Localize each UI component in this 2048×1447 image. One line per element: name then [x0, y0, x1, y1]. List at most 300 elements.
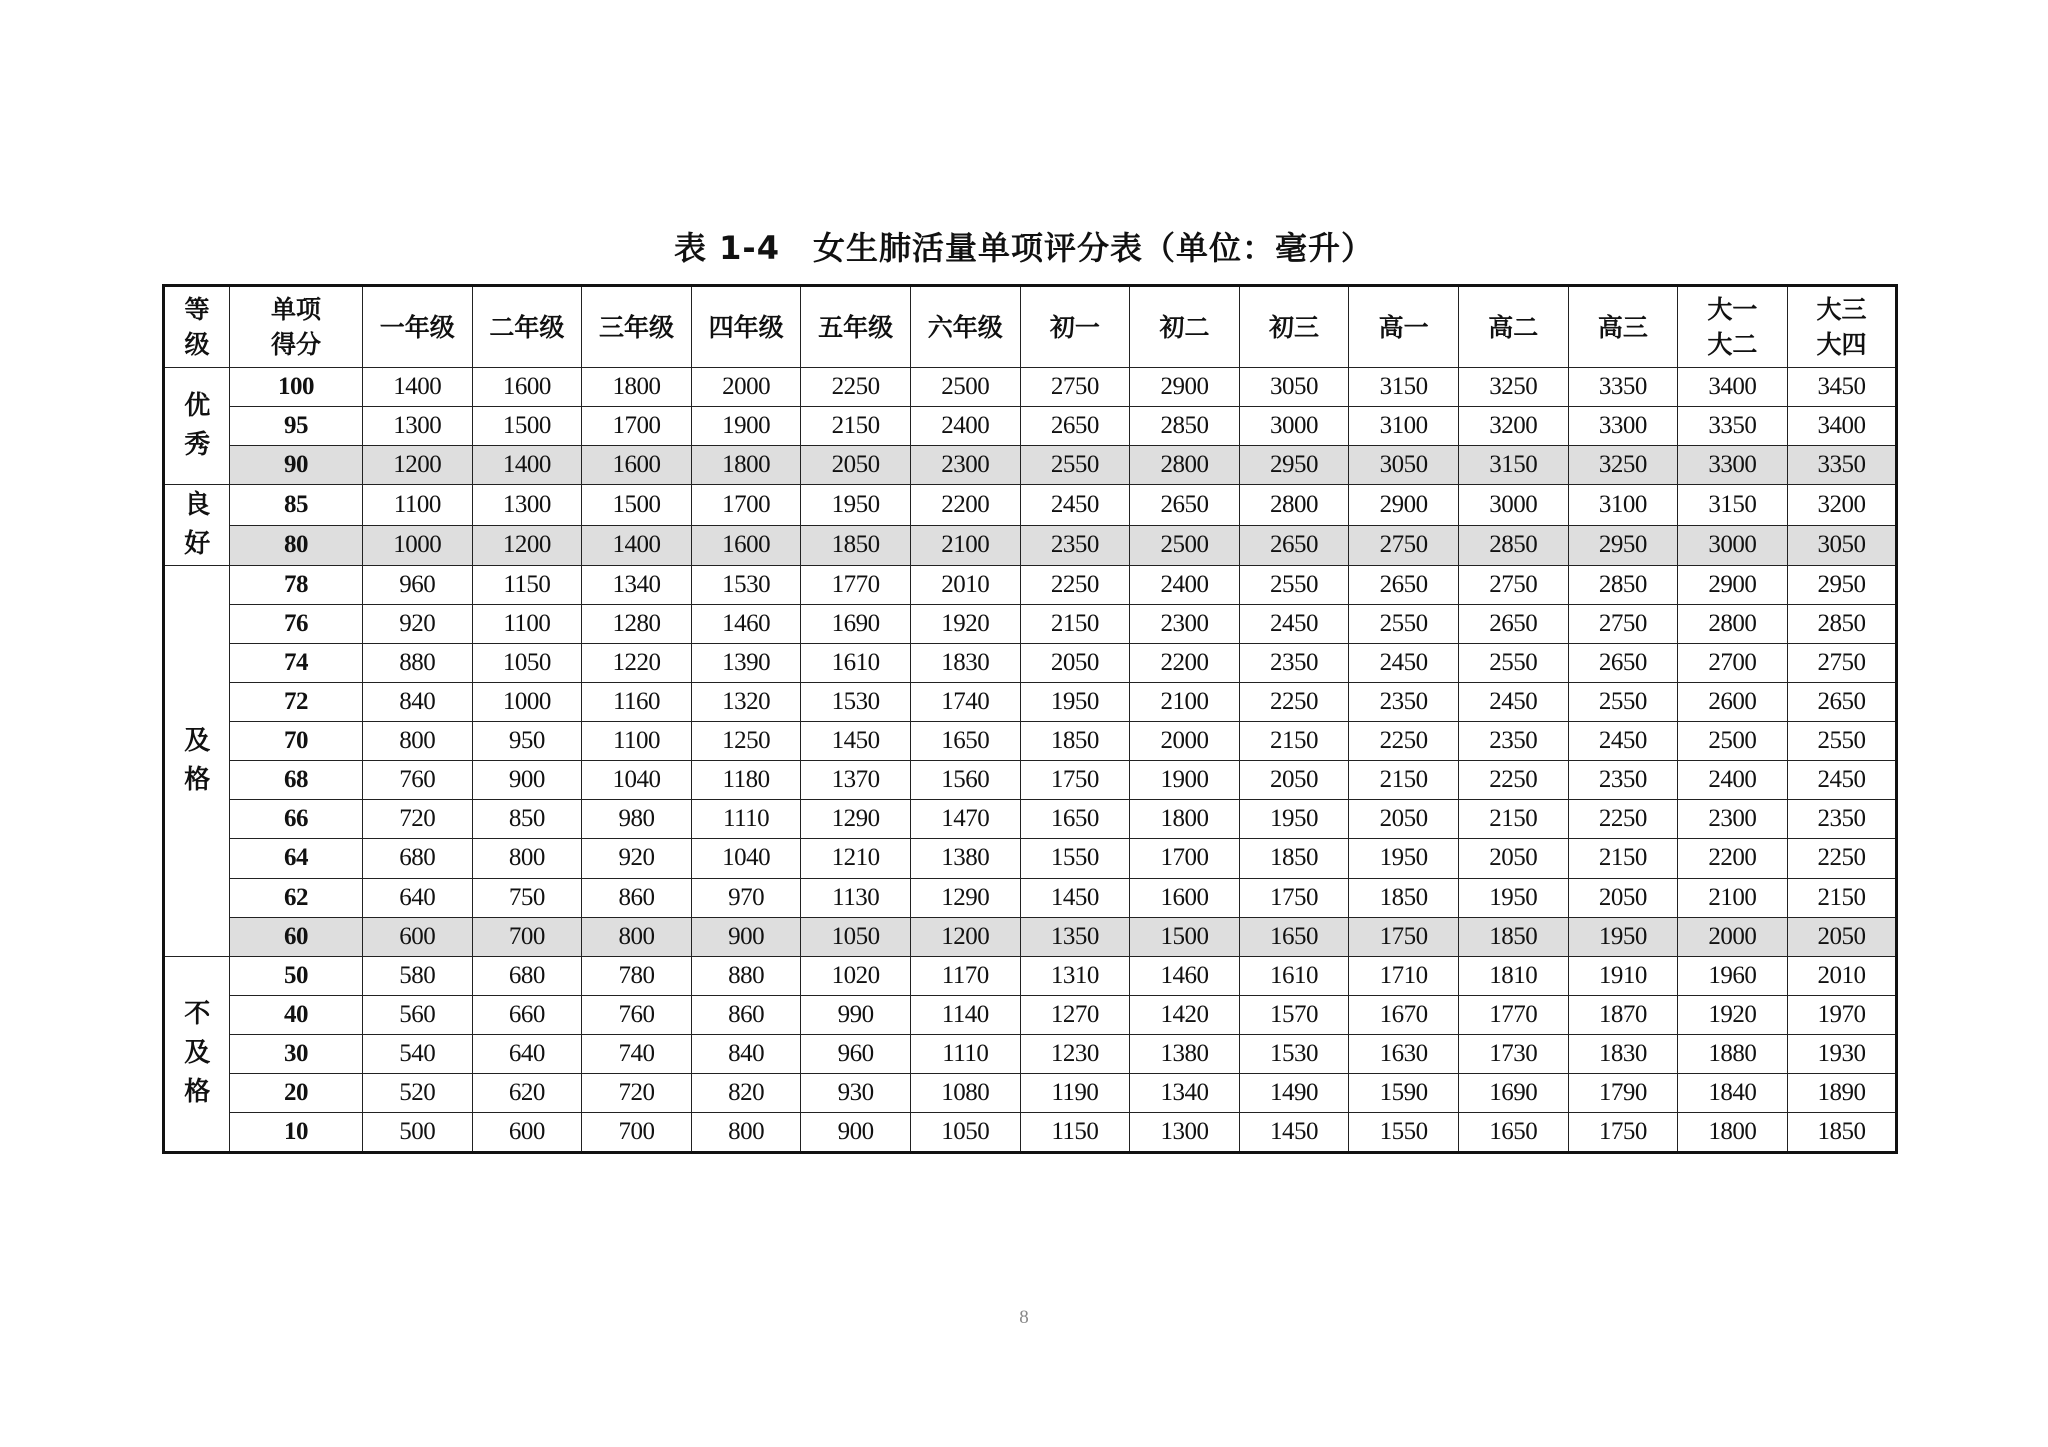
value-cell: 2750 [1349, 525, 1459, 566]
value-cell: 1400 [363, 368, 473, 407]
grade-group-char: 不 [184, 999, 210, 1030]
grade-column-header-line1: 六年级 [927, 312, 1003, 342]
grade-column-header-line1: 二年级 [489, 312, 565, 342]
value-cell: 2650 [1787, 683, 1897, 722]
value-cell: 1600 [691, 525, 801, 566]
grade-header-line2: 级 [184, 330, 210, 359]
value-cell: 2550 [1787, 722, 1897, 761]
value-cell: 2250 [1458, 761, 1568, 800]
value-cell: 2400 [1130, 566, 1240, 605]
value-cell: 2850 [1787, 605, 1897, 644]
value-cell: 2700 [1678, 644, 1788, 683]
value-cell: 1850 [1239, 839, 1349, 878]
value-cell: 2100 [1678, 878, 1788, 917]
score-cell: 95 [230, 407, 363, 446]
value-cell: 1170 [910, 956, 1020, 995]
value-cell: 1700 [1130, 839, 1240, 878]
value-cell: 2350 [1020, 525, 1130, 566]
value-cell: 2000 [691, 368, 801, 407]
value-cell: 1950 [1458, 878, 1568, 917]
value-cell: 2850 [1458, 525, 1568, 566]
table-row [164, 485, 1897, 526]
value-cell: 1800 [582, 368, 692, 407]
value-cell: 2550 [1239, 566, 1349, 605]
value-cell: 1310 [1020, 956, 1130, 995]
grade-column-header [582, 286, 692, 368]
value-cell: 680 [363, 839, 473, 878]
value-cell: 1230 [1020, 1034, 1130, 1073]
value-cell: 2450 [1458, 683, 1568, 722]
value-cell: 970 [691, 878, 801, 917]
score-cell: 62 [230, 878, 363, 917]
value-cell: 1910 [1568, 956, 1678, 995]
grade-column-header [1239, 286, 1349, 368]
value-cell: 2450 [1568, 722, 1678, 761]
value-cell: 840 [363, 683, 473, 722]
grade-column-header-line1: 初二 [1159, 312, 1210, 342]
value-cell: 2650 [1239, 525, 1349, 566]
value-cell: 1380 [910, 839, 1020, 878]
value-cell: 1130 [801, 878, 911, 917]
value-cell: 2500 [1130, 525, 1240, 566]
value-cell: 1750 [1349, 917, 1459, 956]
table-row [164, 566, 1897, 605]
value-cell: 3000 [1678, 525, 1788, 566]
value-cell: 1460 [1130, 956, 1240, 995]
value-cell: 3300 [1568, 407, 1678, 446]
value-cell: 760 [363, 761, 473, 800]
value-cell: 2300 [910, 446, 1020, 485]
value-cell: 2900 [1130, 368, 1240, 407]
value-cell: 2900 [1678, 566, 1788, 605]
value-cell: 620 [472, 1073, 582, 1112]
grade-group-label [164, 368, 230, 485]
value-cell: 1350 [1020, 917, 1130, 956]
value-cell: 680 [472, 956, 582, 995]
value-cell: 1700 [582, 407, 692, 446]
value-cell: 1850 [1787, 1112, 1897, 1152]
score-header [230, 286, 363, 368]
score-cell: 68 [230, 761, 363, 800]
value-cell: 2650 [1020, 407, 1130, 446]
value-cell: 2050 [1349, 800, 1459, 839]
value-cell: 640 [363, 878, 473, 917]
grade-group-char: 格 [184, 764, 210, 795]
value-cell: 1200 [363, 446, 473, 485]
value-cell: 1770 [801, 566, 911, 605]
page-number: 8 [1019, 1307, 1029, 1328]
value-cell: 2050 [1239, 761, 1349, 800]
value-cell: 1650 [910, 722, 1020, 761]
score-cell: 70 [230, 722, 363, 761]
value-cell: 2450 [1020, 485, 1130, 526]
value-cell: 820 [691, 1073, 801, 1112]
value-cell: 1890 [1787, 1073, 1897, 1112]
value-cell: 2050 [1568, 878, 1678, 917]
grade-group-char: 及 [184, 1038, 210, 1069]
value-cell: 1590 [1349, 1073, 1459, 1112]
value-cell: 3050 [1239, 368, 1349, 407]
value-cell: 1800 [1130, 800, 1240, 839]
value-cell: 3050 [1787, 525, 1897, 566]
grade-column-header [472, 286, 582, 368]
value-cell: 2350 [1349, 683, 1459, 722]
value-cell: 2650 [1568, 644, 1678, 683]
value-cell: 2000 [1130, 722, 1240, 761]
grade-column-header-line1: 初三 [1269, 312, 1320, 342]
value-cell: 1210 [801, 839, 911, 878]
value-cell: 950 [472, 722, 582, 761]
value-cell: 1650 [1239, 917, 1349, 956]
value-cell: 1370 [801, 761, 911, 800]
grade-group-char: 及 [184, 725, 210, 756]
score-cell: 72 [230, 683, 363, 722]
value-cell: 1490 [1239, 1073, 1349, 1112]
value-cell: 1830 [1568, 1034, 1678, 1073]
value-cell: 930 [801, 1073, 911, 1112]
value-cell: 3100 [1568, 485, 1678, 526]
value-cell: 1750 [1239, 878, 1349, 917]
grade-column-header [801, 286, 911, 368]
value-cell: 1920 [1678, 995, 1788, 1034]
grade-header-line1: 等 [184, 295, 210, 324]
table-row [164, 683, 1897, 722]
value-cell: 1500 [1130, 917, 1240, 956]
grade-group-char: 格 [184, 1077, 210, 1108]
value-cell: 1830 [910, 644, 1020, 683]
value-cell: 1450 [801, 722, 911, 761]
value-cell: 1100 [582, 722, 692, 761]
value-cell: 1600 [582, 446, 692, 485]
grade-column-header-line1: 高二 [1488, 312, 1539, 342]
value-cell: 2850 [1130, 407, 1240, 446]
value-cell: 3150 [1678, 485, 1788, 526]
value-cell: 1850 [1020, 722, 1130, 761]
value-cell: 1280 [582, 605, 692, 644]
value-cell: 560 [363, 995, 473, 1034]
grade-column-header [1787, 286, 1897, 368]
value-cell: 540 [363, 1034, 473, 1073]
value-cell: 2000 [1678, 917, 1788, 956]
value-cell: 2010 [910, 566, 1020, 605]
value-cell: 3350 [1568, 368, 1678, 407]
value-cell: 2050 [1458, 839, 1568, 878]
value-cell: 1530 [691, 566, 801, 605]
value-cell: 1200 [472, 525, 582, 566]
value-cell: 1400 [582, 525, 692, 566]
table-title: 表 1-4 女生肺活量单项评分表（单位：毫升） [674, 229, 1374, 267]
grade-group-label [164, 485, 230, 566]
value-cell: 1880 [1678, 1034, 1788, 1073]
value-cell: 1690 [1458, 1073, 1568, 1112]
value-cell: 3350 [1678, 407, 1788, 446]
value-cell: 980 [582, 800, 692, 839]
value-cell: 720 [363, 800, 473, 839]
value-cell: 760 [582, 995, 692, 1034]
value-cell: 2750 [1787, 644, 1897, 683]
value-cell: 2350 [1458, 722, 1568, 761]
value-cell: 1550 [1349, 1112, 1459, 1152]
value-cell: 1560 [910, 761, 1020, 800]
value-cell: 1700 [691, 485, 801, 526]
value-cell: 1950 [1349, 839, 1459, 878]
value-cell: 800 [691, 1112, 801, 1152]
value-cell: 2050 [1020, 644, 1130, 683]
value-cell: 960 [363, 566, 473, 605]
value-cell: 1950 [801, 485, 911, 526]
value-cell: 780 [582, 956, 692, 995]
value-cell: 1140 [910, 995, 1020, 1034]
value-cell: 1970 [1787, 995, 1897, 1034]
value-cell: 1770 [1458, 995, 1568, 1034]
value-cell: 3300 [1678, 446, 1788, 485]
grade-column-header-line1: 一年级 [379, 312, 455, 342]
value-cell: 1750 [1020, 761, 1130, 800]
value-cell: 920 [582, 839, 692, 878]
value-cell: 1550 [1020, 839, 1130, 878]
value-cell: 520 [363, 1073, 473, 1112]
value-cell: 2200 [1130, 644, 1240, 683]
value-cell: 1050 [801, 917, 911, 956]
grade-column-header [910, 286, 1020, 368]
value-cell: 1900 [1130, 761, 1240, 800]
value-cell: 3400 [1678, 368, 1788, 407]
value-cell: 3250 [1458, 368, 1568, 407]
value-cell: 1950 [1568, 917, 1678, 956]
value-cell: 2650 [1130, 485, 1240, 526]
value-cell: 1110 [910, 1034, 1020, 1073]
value-cell: 1050 [472, 644, 582, 683]
grade-column-header-line1: 三年级 [598, 312, 674, 342]
value-cell: 2050 [1787, 917, 1897, 956]
value-cell: 2250 [1239, 683, 1349, 722]
value-cell: 3050 [1349, 446, 1459, 485]
value-cell: 2150 [1568, 839, 1678, 878]
value-cell: 1450 [1020, 878, 1130, 917]
table-header [164, 286, 1897, 368]
value-cell: 3100 [1349, 407, 1459, 446]
value-cell: 3150 [1349, 368, 1459, 407]
value-cell: 2350 [1787, 800, 1897, 839]
score-cell: 40 [230, 995, 363, 1034]
grade-column-header-line1: 五年级 [818, 312, 894, 342]
value-cell: 1600 [472, 368, 582, 407]
value-cell: 2010 [1787, 956, 1897, 995]
value-cell: 2850 [1568, 566, 1678, 605]
value-cell: 1960 [1678, 956, 1788, 995]
value-cell: 2550 [1349, 605, 1459, 644]
value-cell: 1690 [801, 605, 911, 644]
value-cell: 1290 [910, 878, 1020, 917]
value-cell: 2950 [1568, 525, 1678, 566]
value-cell: 800 [472, 839, 582, 878]
value-cell: 2100 [910, 525, 1020, 566]
value-cell: 3350 [1787, 446, 1897, 485]
grade-column-header [1020, 286, 1130, 368]
value-cell: 1290 [801, 800, 911, 839]
value-cell: 850 [472, 800, 582, 839]
value-cell: 1850 [1458, 917, 1568, 956]
value-cell: 900 [801, 1112, 911, 1152]
value-cell: 2300 [1130, 605, 1240, 644]
value-cell: 1570 [1239, 995, 1349, 1034]
grade-group-label [164, 956, 230, 1152]
value-cell: 1080 [910, 1073, 1020, 1112]
score-cell: 64 [230, 839, 363, 878]
value-cell: 1320 [691, 683, 801, 722]
value-cell: 2150 [1239, 722, 1349, 761]
value-cell: 800 [363, 722, 473, 761]
value-cell: 2800 [1239, 485, 1349, 526]
header-row [164, 286, 1897, 368]
value-cell: 660 [472, 995, 582, 1034]
score-cell: 74 [230, 644, 363, 683]
value-cell: 1850 [801, 525, 911, 566]
value-cell: 2150 [1349, 761, 1459, 800]
value-cell: 1600 [1130, 878, 1240, 917]
value-cell: 3000 [1458, 485, 1568, 526]
table-row [164, 800, 1897, 839]
grade-column-header [1458, 286, 1568, 368]
value-cell: 1790 [1568, 1073, 1678, 1112]
value-cell: 2150 [801, 407, 911, 446]
value-cell: 1740 [910, 683, 1020, 722]
value-cell: 990 [801, 995, 911, 1034]
value-cell: 2950 [1787, 566, 1897, 605]
value-cell: 2200 [910, 485, 1020, 526]
value-cell: 1750 [1568, 1112, 1678, 1152]
table-row [164, 722, 1897, 761]
grade-group-char: 良 [184, 490, 210, 521]
value-cell: 1530 [801, 683, 911, 722]
value-cell: 2600 [1678, 683, 1788, 722]
value-cell: 1400 [472, 446, 582, 485]
value-cell: 2250 [1568, 800, 1678, 839]
grade-column-header [691, 286, 801, 368]
value-cell: 2350 [1239, 644, 1349, 683]
value-cell: 1650 [1020, 800, 1130, 839]
grade-group-char: 优 [184, 391, 210, 422]
grade-group-label [164, 566, 230, 956]
grade-column-header-line1: 大一 [1707, 295, 1758, 324]
value-cell: 1500 [472, 407, 582, 446]
value-cell: 700 [472, 917, 582, 956]
table-row [164, 917, 1897, 956]
value-cell: 750 [472, 878, 582, 917]
table-row [164, 1034, 1897, 1073]
value-cell: 720 [582, 1073, 692, 1112]
value-cell: 880 [363, 644, 473, 683]
value-cell: 1050 [910, 1112, 1020, 1152]
value-cell: 580 [363, 956, 473, 995]
value-cell: 3150 [1458, 446, 1568, 485]
value-cell: 3400 [1787, 407, 1897, 446]
value-cell: 3250 [1568, 446, 1678, 485]
value-cell: 2800 [1130, 446, 1240, 485]
value-cell: 1810 [1458, 956, 1568, 995]
table-row [164, 839, 1897, 878]
table-row [164, 1112, 1897, 1152]
value-cell: 1870 [1568, 995, 1678, 1034]
value-cell: 2350 [1568, 761, 1678, 800]
value-cell: 2400 [1678, 761, 1788, 800]
value-cell: 1340 [582, 566, 692, 605]
value-cell: 600 [363, 917, 473, 956]
value-cell: 1000 [363, 525, 473, 566]
score-cell: 20 [230, 1073, 363, 1112]
value-cell: 2150 [1787, 878, 1897, 917]
value-cell: 1840 [1678, 1073, 1788, 1112]
score-cell: 90 [230, 446, 363, 485]
table-row [164, 956, 1897, 995]
value-cell: 1040 [691, 839, 801, 878]
table-body [164, 368, 1897, 1153]
value-cell: 1300 [363, 407, 473, 446]
value-cell: 2950 [1239, 446, 1349, 485]
grade-column-header [1349, 286, 1459, 368]
value-cell: 1650 [1458, 1112, 1568, 1152]
value-cell: 3000 [1239, 407, 1349, 446]
table-row [164, 644, 1897, 683]
value-cell: 2550 [1568, 683, 1678, 722]
grade-column-header-line1: 高三 [1597, 312, 1648, 342]
lung-capacity-score-table [162, 284, 1898, 1154]
value-cell: 2450 [1349, 644, 1459, 683]
value-cell: 1420 [1130, 995, 1240, 1034]
value-cell: 860 [691, 995, 801, 1034]
value-cell: 2500 [910, 368, 1020, 407]
table-row [164, 878, 1897, 917]
grade-column-header [363, 286, 473, 368]
value-cell: 1850 [1349, 878, 1459, 917]
value-cell: 2500 [1678, 722, 1788, 761]
score-cell: 100 [230, 368, 363, 407]
value-cell: 1470 [910, 800, 1020, 839]
grade-column-header-line1: 高一 [1378, 312, 1429, 342]
value-cell: 600 [472, 1112, 582, 1152]
value-cell: 1710 [1349, 956, 1459, 995]
value-cell: 3450 [1787, 368, 1897, 407]
value-cell: 2250 [1787, 839, 1897, 878]
value-cell: 1220 [582, 644, 692, 683]
value-cell: 2100 [1130, 683, 1240, 722]
value-cell: 1150 [472, 566, 582, 605]
value-cell: 1160 [582, 683, 692, 722]
value-cell: 3200 [1787, 485, 1897, 526]
value-cell: 2750 [1020, 368, 1130, 407]
value-cell: 2800 [1678, 605, 1788, 644]
score-header-line1: 单项 [270, 295, 321, 324]
score-cell: 76 [230, 605, 363, 644]
value-cell: 860 [582, 878, 692, 917]
table-row [164, 407, 1897, 446]
value-cell: 1630 [1349, 1034, 1459, 1073]
score-cell: 50 [230, 956, 363, 995]
value-cell: 2450 [1787, 761, 1897, 800]
value-cell: 1450 [1239, 1112, 1349, 1152]
value-cell: 1100 [472, 605, 582, 644]
value-cell: 1950 [1020, 683, 1130, 722]
value-cell: 1800 [1678, 1112, 1788, 1152]
value-cell: 740 [582, 1034, 692, 1073]
value-cell: 2650 [1349, 566, 1459, 605]
value-cell: 1950 [1239, 800, 1349, 839]
value-cell: 1040 [582, 761, 692, 800]
value-cell: 2150 [1458, 800, 1568, 839]
value-cell: 2550 [1020, 446, 1130, 485]
value-cell: 700 [582, 1112, 692, 1152]
grade-column-header [1130, 286, 1240, 368]
